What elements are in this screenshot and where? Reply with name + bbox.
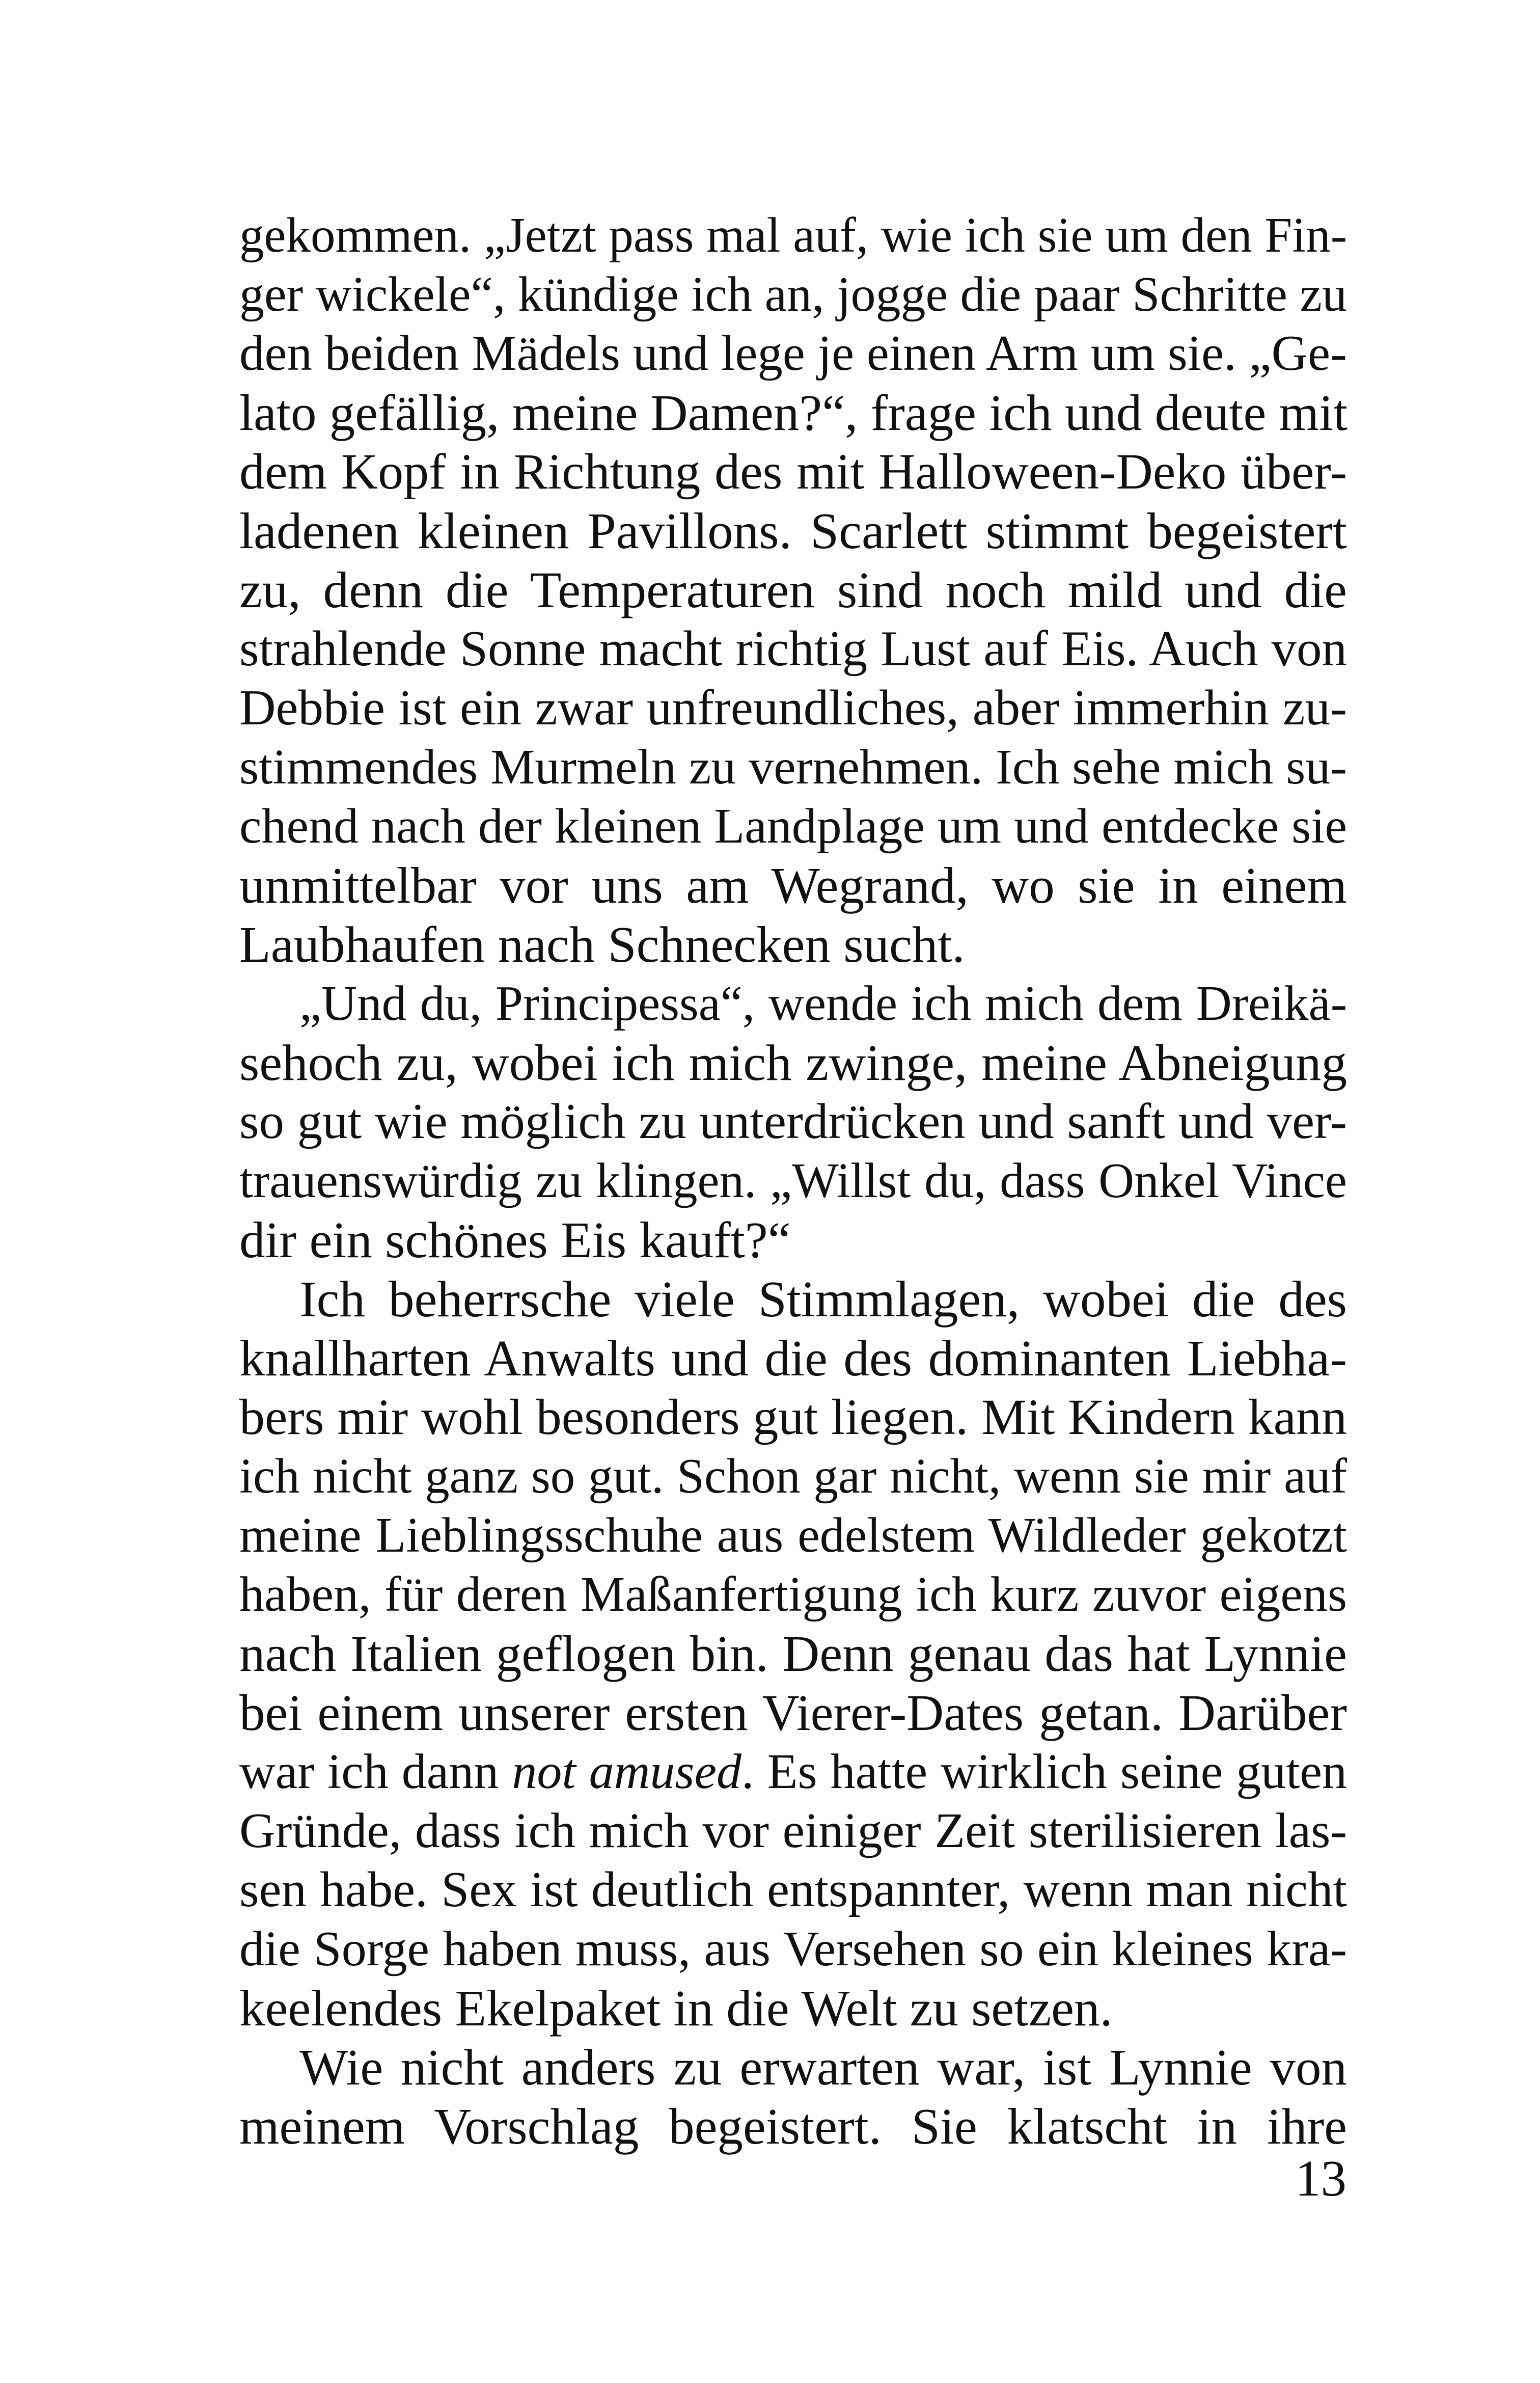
- text-line: Wie nicht anders zu erwarten war, ist Lynnie von: [299, 2039, 1347, 2096]
- text-line: so gut wie möglich zu unterdrücken und sanft und ver-: [239, 1094, 1347, 1149]
- text-line: [239, 1742, 1347, 1801]
- text-line: lato gefällig, meine Damen?“, frage ich und deute mit: [239, 384, 1348, 441]
- text-line: bei einem unserer ersten Vierer-Dates getan. Darüber: [239, 1684, 1347, 1741]
- text-line: unmittelbar vor uns am Wegrand, wo sie in einem: [239, 857, 1347, 914]
- text-line: „Und du, Principessa“, wende ich mich dem Dreikä-: [299, 976, 1347, 1031]
- text-line: nach Italien geflogen bin. Denn genau das hat Lynnie: [239, 1625, 1347, 1682]
- text-line: ladenen kleinen Pavillons. Scarlett stimmt begeistert: [239, 502, 1347, 559]
- text-segment: . Es hatte wirklich seine guten: [741, 1744, 1347, 1799]
- text-line: sen habe. Sex ist deutlich entspannter, wenn man nicht: [239, 1862, 1347, 1917]
- text-line: Laubhaufen nach Schnecken sucht.: [239, 916, 965, 973]
- text-line: Debbie ist ein zwar unfreundliches, aber immerhin zu-: [239, 680, 1347, 736]
- text-line: strahlende Sonne macht richtig Lust auf Eis. Auch von: [239, 621, 1347, 676]
- text-line: keelendes Ekelpaket in die Welt zu setzen.: [239, 1980, 1113, 2037]
- text-line: trauenswürdig zu klingen. „Willst du, dass Onkel Vince: [239, 1153, 1347, 1208]
- text-line: knallharten Anwalts und die des dominanten Liebha-: [239, 1330, 1347, 1387]
- page-number: 13: [1295, 2150, 1346, 2207]
- text-line: sehoch zu, wobei ich mich zwinge, meine Abneigung: [239, 1034, 1347, 1091]
- text-line: chend nach der kleinen Landplage um und entdecke sie: [239, 799, 1347, 854]
- text-line: ger wickele“, kündige ich an, jogge die paar Schritte zu: [239, 267, 1347, 322]
- text-line: dem Kopf in Richtung des mit Halloween-Deko über-: [239, 443, 1347, 500]
- text-line: meinem Vorschlag begeistert. Sie klatscht in ihre: [239, 2098, 1347, 2155]
- text-line: gekommen. „Jetzt pass mal auf, wie ich sie um den Fin-: [239, 208, 1347, 262]
- italic-phrase: not amused: [512, 1744, 742, 1799]
- body-text: [239, 206, 1347, 2156]
- text-line: ich nicht ganz so gut. Schon gar nicht, wenn sie mir auf: [239, 1449, 1347, 1503]
- text-line: Gründe, dass ich mich vor einiger Zeit sterilisieren las-: [239, 1803, 1347, 1858]
- text-segment: war ich dann: [239, 1744, 512, 1799]
- text-line: meine Lieblingsschuhe aus edelstem Wildleder gekotzt: [239, 1508, 1347, 1563]
- text-line: bers mir wohl besonders gut liegen. Mit Kindern kann: [239, 1389, 1347, 1445]
- text-line: den beiden Mädels und lege je einen Arm um sie. „Ge-: [239, 326, 1347, 381]
- text-line: Ich beherrsche viele Stimmlagen, wobei die des: [299, 1270, 1347, 1328]
- text-line: haben, für deren Maßanfertigung ich kurz zuvor eigens: [239, 1567, 1347, 1622]
- text-line: die Sorge haben muss, aus Versehen so ein kleines kra-: [239, 1921, 1347, 1976]
- text-line: zu, denn die Temperaturen sind noch mild und die: [239, 561, 1347, 618]
- text-line: dir ein schönes Eis kauft?“: [239, 1211, 791, 1268]
- text-line: stimmendes Murmeln zu vernehmen. Ich sehe mich su-: [239, 740, 1347, 795]
